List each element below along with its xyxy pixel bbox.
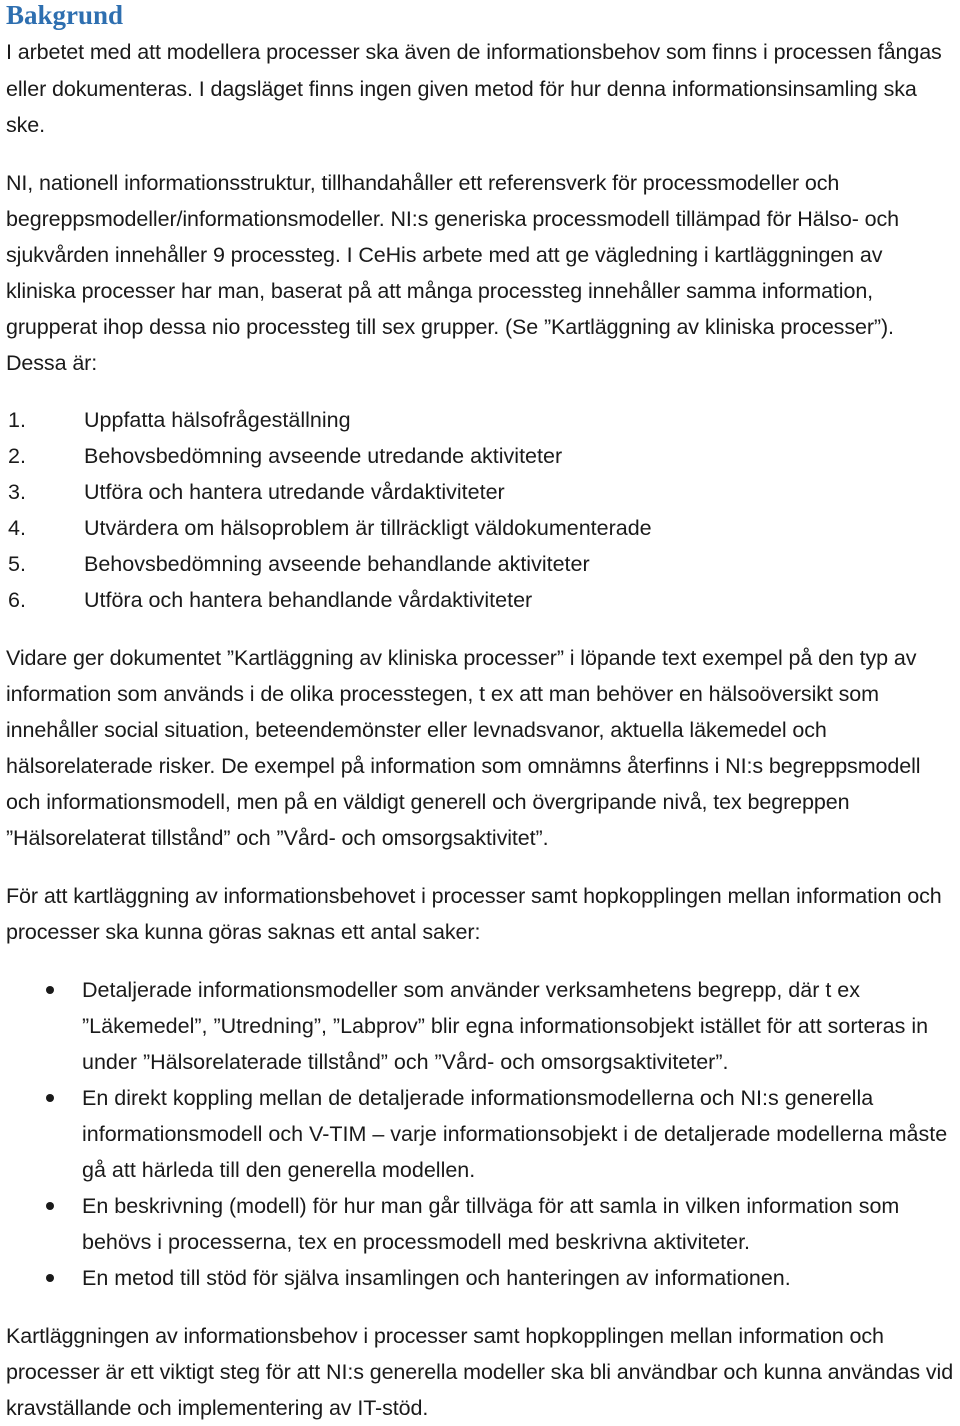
list-item-text: En metod till stöd för själva insamlingen och hanteringen av informationen.: [82, 1265, 791, 1290]
list-item-text: Detaljerade informationsmodeller som använder verksamhetens begrepp, där t ex ”Läkemedel”, ”Utredning”, ”Labprov” blir egna informationsobjekt istället för att sorteras in under ”Hälsorelaterade tillstånd” och ”Vård- och omsorgsaktiviteter”.: [82, 977, 929, 1074]
bullet-icon: [6, 1188, 82, 1260]
intro-paragraph: I arbetet med att modellera processer ska även de informationsbehov som finns i processen fångas eller dokumenteras. I dagsläget finns ingen given metod för hur denna informationsinsamling ska ske.: [6, 40, 942, 137]
list-item: [6, 474, 954, 510]
list-item-number: 2.: [8, 443, 26, 468]
bullet-icon: [6, 1260, 82, 1296]
list-item-text: Uppfatta hälsofrågeställning: [84, 407, 351, 432]
missing-items-intro-paragraph: För att kartläggning av informationsbehovet i processer samt hopkopplingen mellan information och processer ska kunna göras saknas ett antal saker:: [6, 883, 942, 944]
missing-items-list: [6, 972, 954, 1296]
list-item-text: Behovsbedömning avseende utredande aktiviteter: [84, 443, 563, 468]
bullet-icon: [6, 1080, 82, 1188]
list-item: [6, 1080, 954, 1188]
list-item-number: 6.: [8, 587, 26, 612]
list-item-text: Behovsbedömning avseende behandlande aktiviteter: [84, 551, 590, 576]
list-item-text: Utföra och hantera utredande vårdaktiviteter: [84, 479, 505, 504]
list-item: [6, 546, 954, 582]
list-item-number: 4.: [8, 515, 26, 540]
bullet-icon: [6, 972, 82, 1080]
list-item: [6, 402, 954, 438]
list-item: [6, 1260, 954, 1296]
document-examples-paragraph: Vidare ger dokumentet ”Kartläggning av kliniska processer” i löpande text exempel på den typ av information som används i de olika processtegen, t ex att man behöver en hälsoöversikt som innehåller social situation, beteendemönster eller levnadsvanor, aktuella läkemedel och hälsorelaterade risker. De exempel på information som omnämns återfinns i NI:s begreppsmodell och informationsmodell, men på en väldigt generell och övergripande nivå, tex begreppen ”Hälsorelaterat tillstånd” och ”Vård- och omsorgsaktivitet”.: [6, 645, 921, 850]
ni-paragraph: NI, nationell informationsstruktur, tillhandahåller ett referensverk för processmodeller och begreppsmodeller/informationsmodeller. NI:s generiska processmodell tillämpad för Hälso- och sjukvården innehåller 9 processteg. I CeHis arbete med att ge vägledning i kartläggningen av kliniska processer har man, baserat på att många processteg innehåller samma information, grupperat ihop dessa nio processteg till sex grupper. (Se ”Kartläggning av kliniska processer”). Dessa är:: [6, 170, 900, 375]
section-heading: Bakgrund: [6, 0, 124, 30]
list-item-text: Utföra och hantera behandlande vårdaktiviteter: [84, 587, 533, 612]
list-item-number: 1.: [8, 407, 26, 432]
list-item-number: 3.: [8, 479, 26, 504]
list-item-text: Utvärdera om hälsoproblem är tillräckligt väldokumenterade: [84, 515, 652, 540]
process-steps-list: [6, 402, 954, 618]
list-item: [6, 582, 954, 618]
list-item: [6, 972, 954, 1080]
list-item-number: 5.: [8, 551, 26, 576]
conclusion-paragraph: Kartläggningen av informationsbehov i processer samt hopkopplingen mellan information och processer är ett viktigt steg för att NI:s generella modeller ska bli användbar och kunna användas vid kravställande och implementering av IT-stöd.: [6, 1323, 954, 1420]
list-item: [6, 438, 954, 474]
list-item: [6, 510, 954, 546]
list-item-text: En beskrivning (modell) för hur man går tillväga för att samla in vilken information som behövs i processerna, tex en processmodell med beskrivna aktiviteter.: [82, 1193, 900, 1254]
list-item-text: En direkt koppling mellan de detaljerade informationsmodellerna och NI:s generella informationsmodell och V-TIM – varje informationsobjekt i de detaljerade modellerna måste gå att härleda till den generella modellen.: [82, 1085, 948, 1182]
list-item: [6, 1188, 954, 1260]
